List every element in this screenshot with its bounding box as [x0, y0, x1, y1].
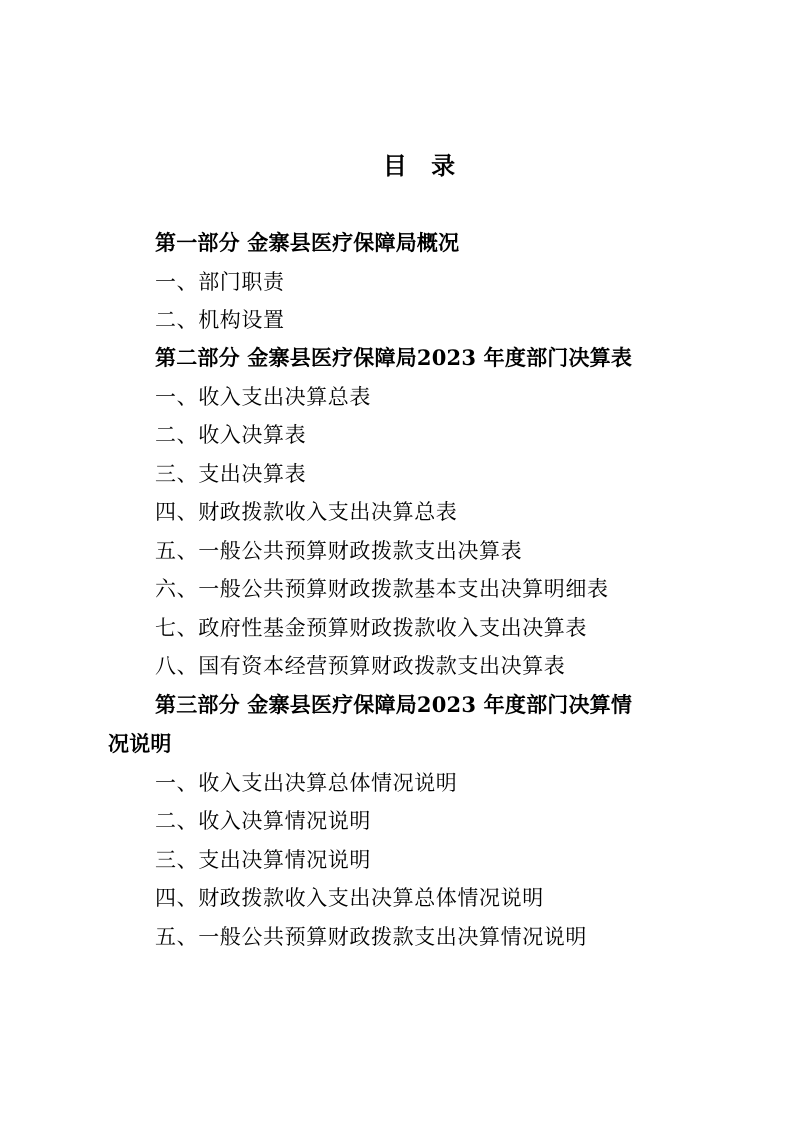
- toc-item: 三、支出决算情况说明: [155, 848, 371, 872]
- toc-item: 七、政府性基金预算财政拨款收入支出决算表: [155, 616, 587, 640]
- toc-item: 四、财政拨款收入支出决算总体情况说明: [155, 886, 544, 910]
- toc-part-2: 第二部分 金寨县医疗保障局2023 年度部门决算表: [155, 345, 633, 370]
- toc-item: 二、收入决算表: [155, 423, 307, 447]
- toc-item: 二、机构设置: [155, 308, 285, 332]
- toc-item: 一、部门职责: [155, 270, 285, 294]
- toc-item: 四、财政拨款收入支出决算总表: [155, 500, 458, 524]
- toc-item: 六、一般公共预算财政拨款基本支出决算明细表: [155, 577, 609, 601]
- toc-part-1: 第一部分 金寨县医疗保障局概况: [155, 230, 460, 255]
- toc-part-3-continued: 况说明: [108, 731, 172, 756]
- toc-item: 五、一般公共预算财政拨款支出决算表: [155, 539, 523, 563]
- toc-item: 八、国有资本经营预算财政拨款支出决算表: [155, 654, 566, 678]
- toc-part-3: 第三部分 金寨县医疗保障局2023 年度部门决算情: [155, 692, 633, 717]
- toc-item: 一、收入支出决算总表: [155, 385, 371, 409]
- toc-item: 三、支出决算表: [155, 462, 307, 486]
- page-title: 目 录: [382, 151, 464, 180]
- toc-item: 二、收入决算情况说明: [155, 809, 371, 833]
- toc-item: 五、一般公共预算财政拨款支出决算情况说明: [155, 925, 587, 949]
- toc-item: 一、收入支出决算总体情况说明: [155, 771, 458, 795]
